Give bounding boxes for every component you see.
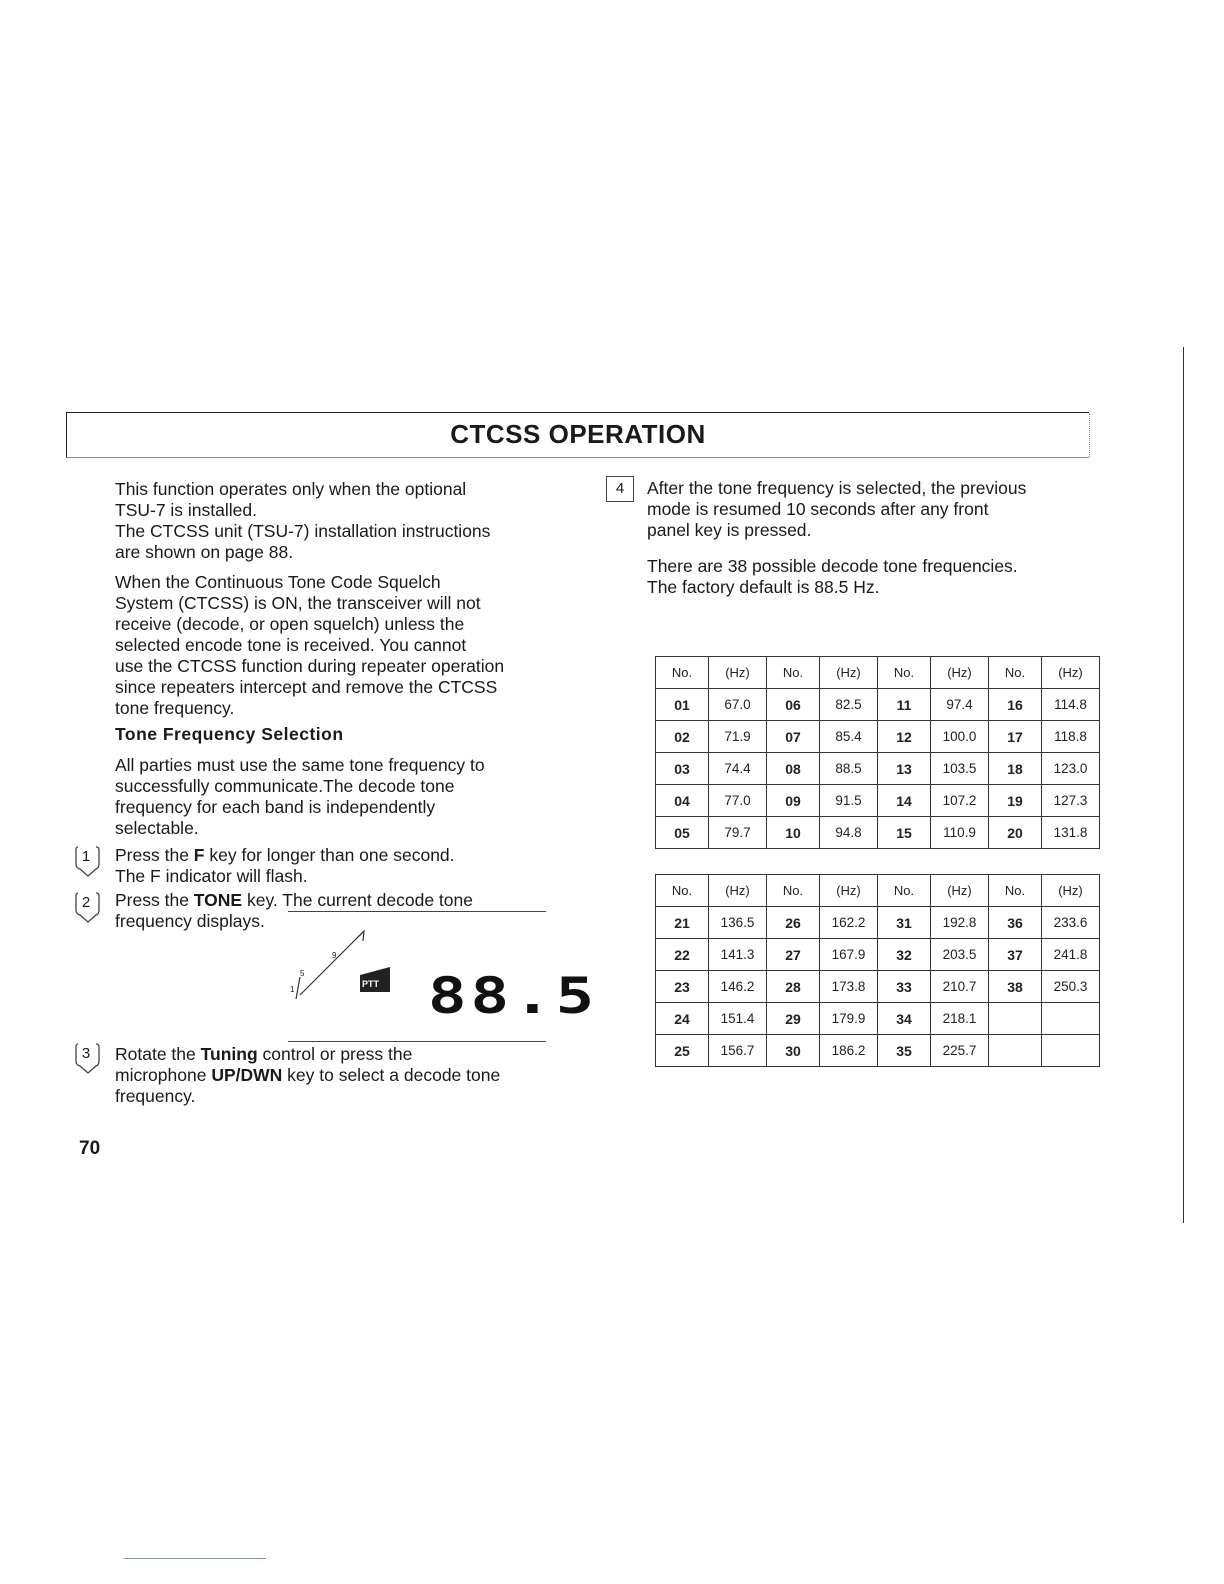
tone-number: 28	[767, 971, 820, 1003]
tone-frequency: 71.9	[709, 721, 767, 753]
tone-number: 37	[989, 939, 1042, 971]
tone-number: 30	[767, 1035, 820, 1067]
tone-number: 02	[656, 721, 709, 753]
tone-number: 09	[767, 785, 820, 817]
tone-frequency: 203.5	[931, 939, 989, 971]
table-row	[656, 1003, 1100, 1035]
tone-number: 13	[878, 753, 931, 785]
text: key. The current decode tone	[242, 890, 473, 910]
tone-frequency: 85.4	[820, 721, 878, 753]
tone-table-1	[655, 656, 1100, 849]
frequency-readout: 88.5	[428, 968, 599, 1026]
text: Rotate the	[115, 1044, 201, 1064]
header-hz: (Hz)	[1042, 657, 1100, 689]
text-line: The factory default is 88.5 Hz.	[647, 577, 880, 597]
tone-frequency: 136.5	[709, 907, 767, 939]
text: Press the	[115, 890, 194, 910]
tone-frequency: 123.0	[1042, 753, 1100, 785]
tone-frequency: 233.6	[1042, 907, 1100, 939]
tone-number: 34	[878, 1003, 931, 1035]
tone-frequency: 82.5	[820, 689, 878, 721]
header-no: No.	[656, 657, 709, 689]
tone-frequency: 88.5	[820, 753, 878, 785]
text-line: mode is resumed 10 seconds after any front	[647, 499, 989, 519]
text-line: The F indicator will flash.	[115, 866, 308, 886]
tone-number: 08	[767, 753, 820, 785]
table-row	[656, 1035, 1100, 1067]
tone-frequency: 179.9	[820, 1003, 878, 1035]
text-line: The CTCSS unit (TSU-7) installation instructions	[115, 521, 491, 541]
tone-frequency: 192.8	[931, 907, 989, 939]
display-top-rule	[288, 911, 546, 912]
tone-frequency: 114.8	[1042, 689, 1100, 721]
text-line: All parties must use the same tone frequency to	[115, 755, 485, 775]
tone-number: 16	[989, 689, 1042, 721]
tone-frequency	[1042, 1035, 1100, 1067]
tone-number: 23	[656, 971, 709, 1003]
table-row	[656, 907, 1100, 939]
tone-number: 36	[989, 907, 1042, 939]
tone-frequency: 127.3	[1042, 785, 1100, 817]
tone-frequency: 100.0	[931, 721, 989, 753]
tone-number: 33	[878, 971, 931, 1003]
table-row	[656, 971, 1100, 1003]
header-no: No.	[989, 657, 1042, 689]
header-hz: (Hz)	[1042, 875, 1100, 907]
tone-count-info	[647, 556, 1107, 598]
tone-frequency: 67.0	[709, 689, 767, 721]
tone-number: 22	[656, 939, 709, 971]
text-line: frequency.	[115, 1086, 196, 1106]
tone-number	[989, 1035, 1042, 1067]
text-line: selected encode tone is received. You cannot	[115, 635, 467, 655]
tone-frequency: 218.1	[931, 1003, 989, 1035]
key-name: F	[193, 845, 205, 865]
step-1-icon	[75, 844, 101, 878]
tone-number: 10	[767, 817, 820, 849]
tone-frequency: 167.9	[820, 939, 878, 971]
table-row	[656, 939, 1100, 971]
text-line: receive (decode, or open squelch) unless the	[115, 614, 465, 634]
margin-rule	[1183, 347, 1184, 1223]
tone-frequency: 162.2	[820, 907, 878, 939]
table-row	[656, 721, 1100, 753]
scale-mark: 1	[290, 985, 295, 994]
step-number: 2	[81, 894, 91, 911]
header-hz: (Hz)	[820, 875, 878, 907]
tone-frequency: 103.5	[931, 753, 989, 785]
text-line: frequency displays.	[115, 911, 265, 931]
intro-paragraph	[115, 479, 555, 563]
tone-frequency: 250.3	[1042, 971, 1100, 1003]
table-row	[656, 817, 1100, 849]
tone-number: 38	[989, 971, 1042, 1003]
title-banner	[66, 412, 1089, 458]
text-line: frequency for each band is independently	[115, 797, 436, 817]
tone-number: 06	[767, 689, 820, 721]
text: control or press the	[257, 1044, 413, 1064]
header-no: No.	[989, 875, 1042, 907]
header-no: No.	[656, 875, 709, 907]
tone-frequency: 97.4	[931, 689, 989, 721]
text-line: This function operates only when the optional	[115, 479, 467, 499]
header-hz: (Hz)	[709, 875, 767, 907]
step-number: 3	[81, 1045, 91, 1062]
page-title: CTCSS OPERATION	[450, 419, 706, 449]
tone-frequency	[1042, 1003, 1100, 1035]
step-4-text	[647, 478, 1107, 541]
tone-number: 26	[767, 907, 820, 939]
tone-frequency: 156.7	[709, 1035, 767, 1067]
tone-number	[989, 1003, 1042, 1035]
tone-frequency: 210.7	[931, 971, 989, 1003]
tone-frequency: 118.8	[1042, 721, 1100, 753]
key-name: TONE	[193, 890, 243, 910]
text-line: panel key is pressed.	[647, 520, 812, 540]
page-number: 70	[79, 1138, 101, 1159]
tone-number: 17	[989, 721, 1042, 753]
tone-number: 05	[656, 817, 709, 849]
tone-number: 31	[878, 907, 931, 939]
text-line: After the tone frequency is selected, the previous	[647, 478, 1027, 498]
key-name: UP/DWN	[211, 1065, 283, 1085]
table-header-row	[656, 875, 1100, 907]
section-heading: Tone Frequency Selection	[115, 724, 344, 744]
text-line: There are 38 possible decode tone frequencies.	[647, 556, 1018, 576]
text: microphone	[115, 1065, 212, 1085]
header-no: No.	[767, 875, 820, 907]
tone-number: 32	[878, 939, 931, 971]
step-1-text	[115, 845, 555, 887]
tone-frequency: 186.2	[820, 1035, 878, 1067]
step-2-icon	[75, 890, 101, 924]
tone-number: 19	[989, 785, 1042, 817]
step-3-icon	[75, 1041, 101, 1075]
tone-frequency: 173.8	[820, 971, 878, 1003]
tone-frequency: 107.2	[931, 785, 989, 817]
tone-number: 11	[878, 689, 931, 721]
header-hz: (Hz)	[820, 657, 878, 689]
tone-number: 01	[656, 689, 709, 721]
tone-number: 24	[656, 1003, 709, 1035]
text-line: use the CTCSS function during repeater operation	[115, 656, 505, 676]
tone-number: 07	[767, 721, 820, 753]
scale-mark: 5	[300, 969, 305, 978]
tone-frequency: 91.5	[820, 785, 878, 817]
scale-mark: 9	[332, 951, 337, 960]
text-line: selectable.	[115, 818, 199, 838]
ctcss-description	[115, 572, 555, 719]
text-line: When the Continuous Tone Code Squelch	[115, 572, 441, 592]
table-row	[656, 689, 1100, 721]
tone-number: 18	[989, 753, 1042, 785]
text: Press the	[115, 845, 194, 865]
text-line: successfully communicate.The decode tone	[115, 776, 455, 796]
step-number: 4	[615, 480, 625, 497]
tone-number: 21	[656, 907, 709, 939]
tone-number: 14	[878, 785, 931, 817]
text-line: System (CTCSS) is ON, the transceiver will not	[115, 593, 481, 613]
ptt-indicator: PTT	[362, 979, 379, 989]
tone-number: 12	[878, 721, 931, 753]
text-line: tone frequency.	[115, 698, 235, 718]
step-number: 1	[81, 848, 91, 865]
text: key to select a decode tone	[282, 1065, 501, 1085]
key-name: Tuning	[200, 1044, 258, 1064]
tone-frequency: 74.4	[709, 753, 767, 785]
tone-number: 29	[767, 1003, 820, 1035]
text-line: TSU-7 is installed.	[115, 500, 257, 520]
tone-frequency: 94.8	[820, 817, 878, 849]
footer-rule	[124, 1558, 266, 1559]
text-line: since repeaters intercept and remove the CTCSS	[115, 677, 498, 697]
header-no: No.	[878, 657, 931, 689]
table-row	[656, 785, 1100, 817]
header-hz: (Hz)	[709, 657, 767, 689]
header-hz: (Hz)	[931, 657, 989, 689]
tone-frequency: 225.7	[931, 1035, 989, 1067]
tone-number: 03	[656, 753, 709, 785]
tone-frequency: 79.7	[709, 817, 767, 849]
header-no: No.	[767, 657, 820, 689]
tone-frequency: 241.8	[1042, 939, 1100, 971]
tone-frequency: 141.3	[709, 939, 767, 971]
tone-number: 35	[878, 1035, 931, 1067]
header-hz: (Hz)	[931, 875, 989, 907]
tone-number: 04	[656, 785, 709, 817]
tone-frequency: 110.9	[931, 817, 989, 849]
section-paragraph	[115, 755, 555, 839]
text-line: are shown on page 88.	[115, 542, 294, 562]
tone-number: 20	[989, 817, 1042, 849]
table-row	[656, 753, 1100, 785]
step-4-icon	[606, 476, 634, 502]
table-header-row	[656, 657, 1100, 689]
text: key for longer than one second.	[204, 845, 455, 865]
tone-frequency: 151.4	[709, 1003, 767, 1035]
tone-table-2	[655, 874, 1100, 1067]
tone-number: 25	[656, 1035, 709, 1067]
tone-frequency: 131.8	[1042, 817, 1100, 849]
display-bottom-rule	[288, 1041, 546, 1042]
tone-number: 15	[878, 817, 931, 849]
tone-frequency: 146.2	[709, 971, 767, 1003]
tone-number: 27	[767, 939, 820, 971]
tone-frequency: 77.0	[709, 785, 767, 817]
header-no: No.	[878, 875, 931, 907]
step-3-text	[115, 1044, 555, 1107]
